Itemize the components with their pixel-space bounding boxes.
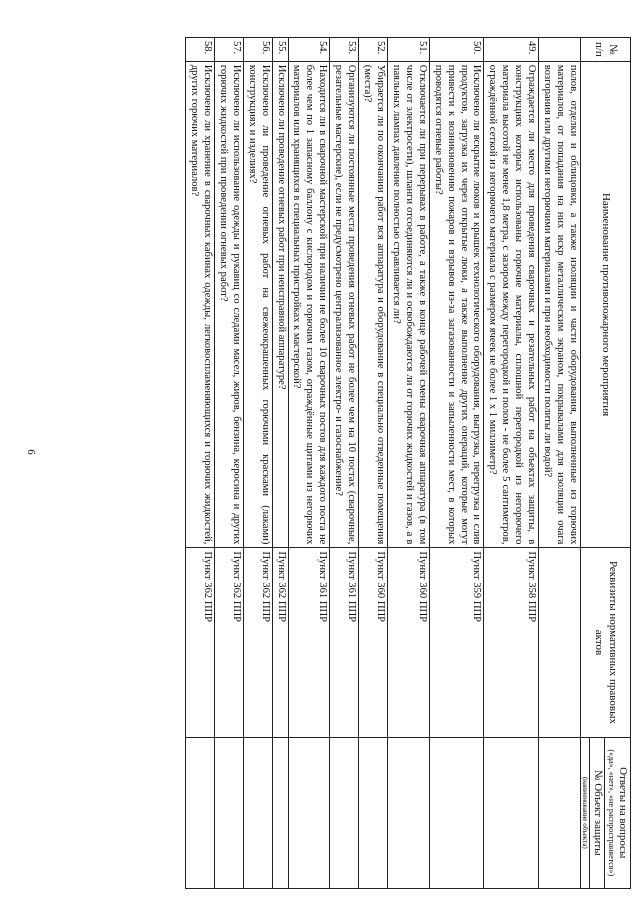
row-number: 50. bbox=[429, 38, 484, 62]
row-requisite: Пункт 358 ППР bbox=[484, 548, 539, 737]
table-row bbox=[330, 38, 359, 889]
object-label bbox=[590, 740, 603, 886]
row-measure: Ограждается ли место для проведения сварочных и резательных работ на объектах защиты, в конструкциях которых использованы горючие материалы, сплошной перегородкой из негорючего материала высотой не менее 1,8 метра, с зазором между перегородкой и полом - не более 5 сантиметров, ограждённой сеткой из негорючего материала с размером ячеек не более 1 х 1 миллиметр? bbox=[484, 61, 539, 548]
row-measure: Исключено ли использование одежды и рукавиц со следами масел, жиров, бензина, керосина и других горючих жидкостей при проведении огневых работ? bbox=[214, 61, 243, 548]
table-row bbox=[388, 38, 430, 889]
row-number: 57. bbox=[214, 38, 243, 62]
row-answer[interactable] bbox=[388, 737, 430, 888]
row-requisite: Пункт 362 ППР bbox=[186, 548, 215, 737]
row-measure: Организуются ли постоянные места проведения огневых работ не более чем на 10 постах (сварочные, резательные мастерские), если не предусмотрено централизованное электро- и газоснабжение? bbox=[330, 61, 359, 548]
object-cell bbox=[590, 737, 604, 888]
table-row bbox=[288, 38, 330, 889]
row-requisite: Пункт 362 ППР bbox=[214, 548, 243, 737]
row-answer[interactable] bbox=[484, 737, 539, 888]
row-number: 58. bbox=[186, 38, 215, 62]
row-answer[interactable] bbox=[288, 737, 330, 888]
header-name: Наименование противопожарного мероприятия bbox=[580, 61, 630, 548]
row-requisite: Пункт 359 ППР bbox=[429, 548, 484, 737]
row-answer[interactable] bbox=[186, 737, 215, 888]
table-row bbox=[214, 38, 243, 889]
object-name-cell bbox=[580, 737, 590, 888]
row-measure: Исключено ли проведение огневых работ на свежеокрашенных горючими красками (лаками) конструкциях и изделиях? bbox=[243, 61, 272, 548]
row-requisite bbox=[539, 548, 581, 737]
row-answer[interactable] bbox=[539, 737, 581, 888]
object-no: № bbox=[591, 769, 604, 781]
row-number: 52. bbox=[359, 38, 388, 62]
header-answers bbox=[604, 737, 630, 888]
row-number: 54. bbox=[288, 38, 330, 62]
row-requisite: Пункт 362 ППР bbox=[272, 548, 288, 737]
header-answers-title: Ответы на вопросы bbox=[617, 767, 629, 859]
row-number: 56. bbox=[243, 38, 272, 62]
row-measure: Исключено ли вскрытие люков и крышек технологического оборудования, выгрузка, перегрузка и слив продуктов, загрузка их через открытые люки, а также выполнение других операций, которые могут привести к возникновению пожаров и взрывов из-за загазованности и запыленности мест, в которых проводятся огневые работы? bbox=[429, 61, 484, 548]
header-answers-sub: («да», «нет», «не распространяется») bbox=[606, 749, 616, 877]
checklist-table bbox=[185, 37, 631, 889]
header-requisites: Реквизиты нормативных правовых актов bbox=[580, 548, 630, 737]
table-row bbox=[243, 38, 272, 889]
row-answer[interactable] bbox=[243, 737, 272, 888]
row-measure: полов, отделки и облицовки, а также изоляции и части оборудования, выполненные из горючих материалов, от попадания на них искр металлическим экраном, покрывалами для изоляции очага возгорания или другими негорючими материалами и при необходимости политы ли водой? bbox=[539, 61, 581, 548]
table-body bbox=[186, 38, 581, 889]
row-measure: Убирается ли по окончании работ вся аппаратура и оборудование в специально отведенные помещения (места)? bbox=[359, 61, 388, 548]
row-answer[interactable] bbox=[330, 737, 359, 888]
row-requisite: Пункт 360 ППР bbox=[359, 548, 388, 737]
row-measure: Находится ли в сварочной мастерской при наличии не более 10 сварочных постов для каждого поста не более чем по 1 запасному баллону с кислородом и горючим газом, ограждённые щитами из негорючих материалов или хранящихся в специальных пристройках к мастерской? bbox=[288, 61, 330, 548]
row-requisite: Пункт 360 ППР bbox=[388, 548, 430, 737]
table-row bbox=[272, 38, 288, 889]
row-measure: Исключено ли хранение в сварочных кабинах одежды, легковоспламеняющихся и горючих жидкостей, других горючих материалов? bbox=[186, 61, 215, 548]
row-number: 53. bbox=[330, 38, 359, 62]
table-row bbox=[186, 38, 215, 889]
header-num: № п/п bbox=[580, 38, 630, 62]
row-answer[interactable] bbox=[272, 737, 288, 888]
row-requisite: Пункт 362 ППР bbox=[243, 548, 272, 737]
table-row bbox=[539, 38, 581, 889]
table-row bbox=[429, 38, 484, 889]
table-header-row bbox=[604, 38, 630, 889]
row-answer[interactable] bbox=[429, 737, 484, 888]
row-answer[interactable] bbox=[359, 737, 388, 888]
table-row bbox=[484, 38, 539, 889]
row-number bbox=[539, 38, 581, 62]
object-name: (наименование объекта) bbox=[581, 776, 590, 849]
row-requisite: Пункт 361 ППР bbox=[330, 548, 359, 737]
row-number: 49. bbox=[484, 38, 539, 62]
page-number: 6 bbox=[24, 449, 37, 455]
table-row bbox=[359, 38, 388, 889]
row-answer[interactable] bbox=[214, 737, 243, 888]
row-measure: Отключается ли при перерывах в работе, а также в конце рабочей смены сварочная аппаратура (в том числе от электросети), шланги отсоединяются ли и освобождаются ли от горючих жидкостей и газов, а в паяльных лампах давление полностью стравливается ли? bbox=[388, 61, 430, 548]
row-number: 55. bbox=[272, 38, 288, 62]
checklist-sheet bbox=[38, 37, 631, 889]
row-measure: Исключено ли проведение огневых работ при неисправной аппаратуре? bbox=[272, 61, 288, 548]
object-title: Объект защиты bbox=[591, 783, 604, 856]
row-number: 51. bbox=[388, 38, 430, 62]
row-requisite: Пункт 361 ППР bbox=[288, 548, 330, 737]
